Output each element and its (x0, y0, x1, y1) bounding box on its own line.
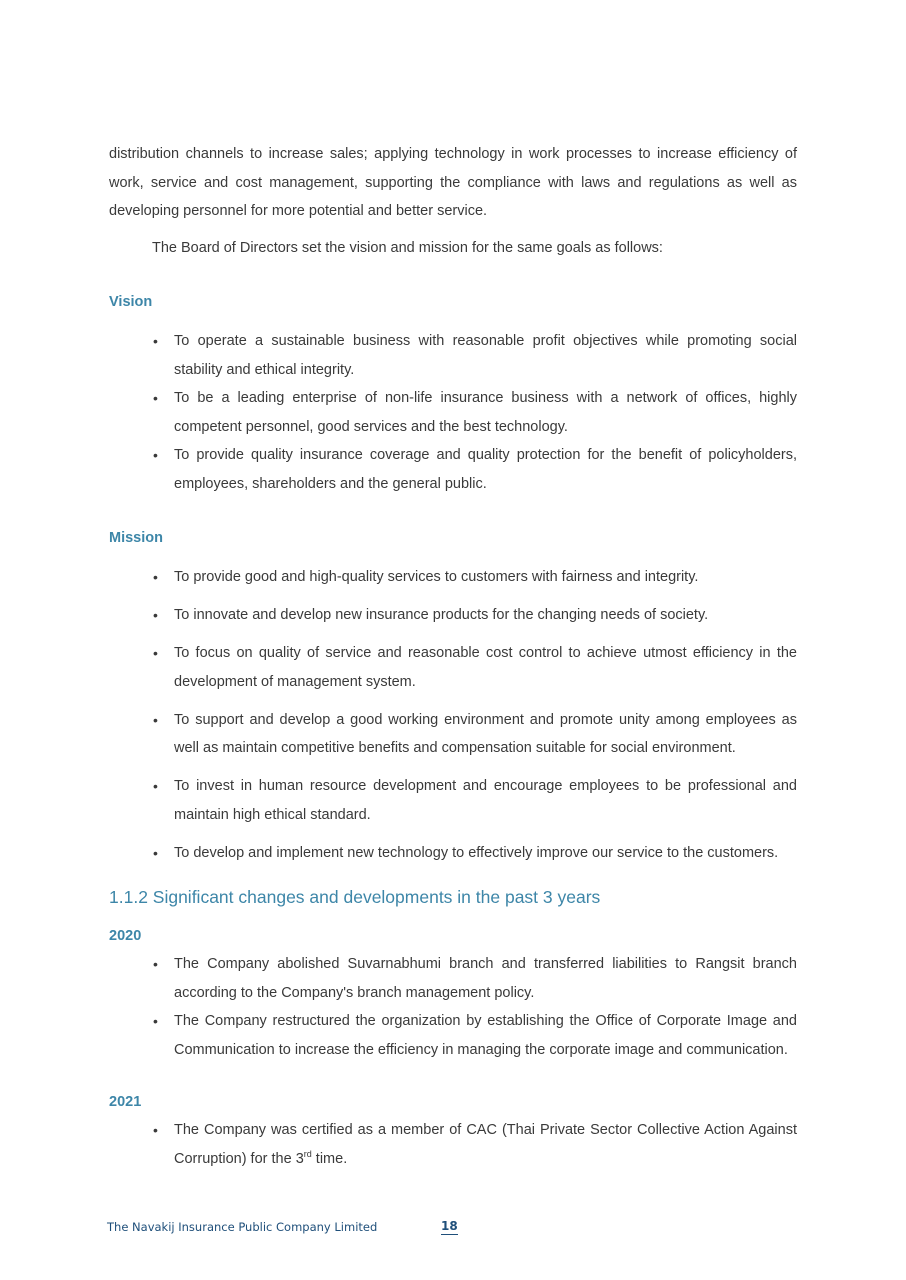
intro-continuation-paragraph: distribution channels to increase sales; applying technology in work processes to increase efficiency of work, service and cost management, supporting the compliance with laws and regulations as well as developing personnel for more potential and better service. (109, 146, 797, 219)
list-item: • To invest in human resource development and encourage employees to be professional and maintain high ethical standard. (109, 772, 797, 829)
bullet-icon: • (153, 569, 158, 585)
list-item: • To be a leading enterprise of non-life insurance business with a network of offices, highly competent personnel, good services and the best technology. (109, 384, 797, 441)
bullet-icon: • (153, 390, 158, 406)
list-item: • To provide quality insurance coverage and quality protection for the benefit of policyholders, employees, shareholders and the general public. (109, 441, 797, 498)
list-item: • To focus on quality of service and reasonable cost control to achieve utmost efficiency in the development of management system. (109, 639, 797, 696)
vision-heading: Vision (109, 294, 153, 310)
mission-list (109, 563, 797, 867)
list-item: • To provide good and high-quality services to customers with fairness and integrity. (109, 563, 797, 592)
section-heading: 1.1.2 Significant changes and developments in the past 3 years (109, 887, 601, 907)
list-item: • The Company abolished Suvarnabhumi branch and transferred liabilities to Rangsit branch according to the Company's branch management policy. (109, 950, 797, 1007)
year-2020-heading: 2020 (109, 928, 142, 944)
bullet-icon: • (153, 645, 158, 661)
mission-heading: Mission (109, 530, 163, 546)
bullet-icon: • (153, 1013, 158, 1029)
list-item: • To innovate and develop new insurance products for the changing needs of society. (109, 601, 797, 630)
bullet-icon: • (153, 956, 158, 972)
bullet-icon: • (153, 447, 158, 463)
bullet-icon: • (153, 844, 158, 861)
bullet-icon: • (153, 607, 158, 623)
bullet-icon: • (153, 1122, 158, 1138)
list-item: • To operate a sustainable business with reasonable profit objectives while promoting social stability and ethical integrity. (109, 327, 797, 384)
document-body (109, 140, 797, 1173)
bullet-icon: • (153, 778, 158, 794)
footer-company-name: The Navakij Insurance Public Company Limited (107, 1220, 378, 1234)
board-statement-paragraph: The Board of Directors set the vision and mission for the same goals as follows: (152, 239, 663, 256)
list-item: • To develop and implement new technology to effectively improve our service to the customers. (109, 839, 797, 868)
list-item: • The Company restructured the organization by establishing the Office of Corporate Image and Communication to increase the efficiency in managing the corporate image and communication. (109, 1007, 797, 1064)
bullet-icon: • (153, 333, 158, 349)
bullet-icon: • (153, 711, 158, 728)
list-item: • The Company was certified as a member of CAC (Thai Private Sector Collective Action Against Corruption) for the 3rd time. (109, 1116, 797, 1173)
year-2021-list (109, 1116, 797, 1173)
year-2021-heading: 2021 (109, 1094, 142, 1110)
ordinal-superscript: rd (303, 1148, 312, 1159)
year-2020-list (109, 950, 797, 1064)
list-item: • To support and develop a good working environment and promote unity among employees as well as maintain competitive benefits and compensation suitable for social environment. (109, 706, 797, 763)
page-number: 18 (441, 1219, 458, 1233)
vision-list (109, 327, 797, 498)
